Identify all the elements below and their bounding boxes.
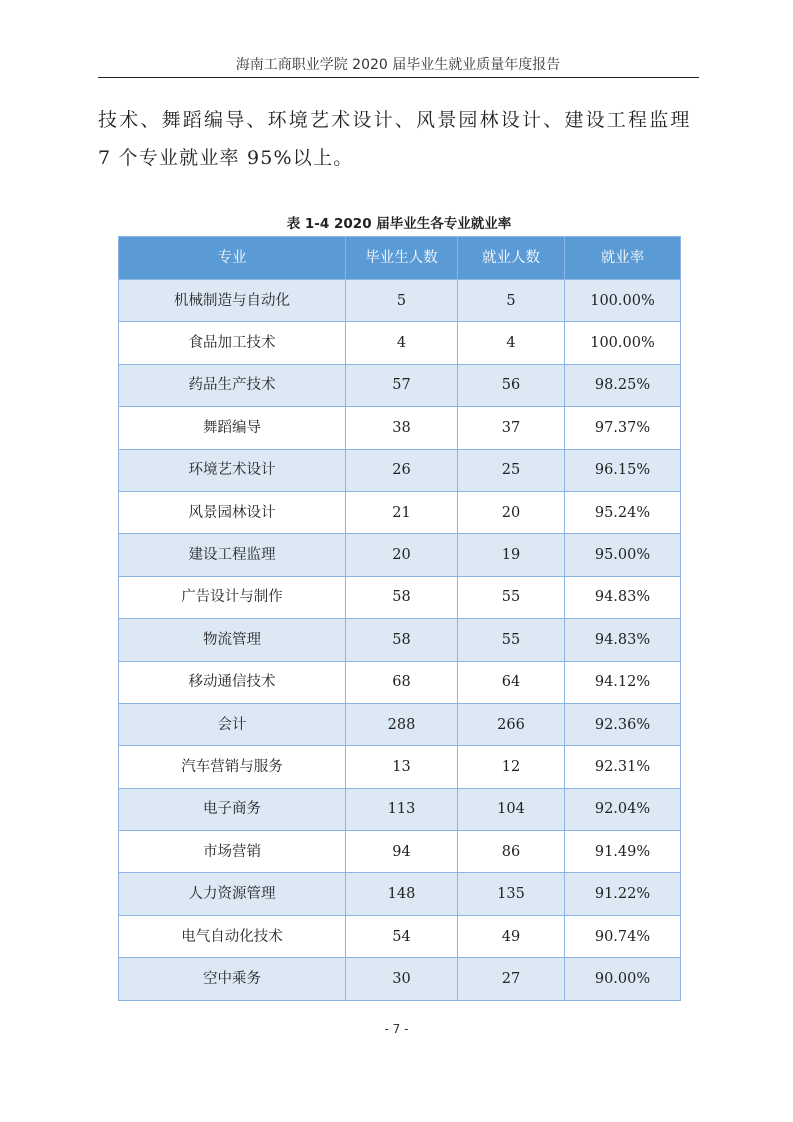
cell-graduates: 26 xyxy=(346,449,458,491)
header-rate: 就业率 xyxy=(565,237,681,280)
cell-major: 物流管理 xyxy=(119,619,346,661)
cell-major: 人力资源管理 xyxy=(119,873,346,915)
cell-employed: 135 xyxy=(458,873,565,915)
header-rule xyxy=(98,77,699,78)
cell-employed: 25 xyxy=(458,449,565,491)
cell-major: 会计 xyxy=(119,703,346,745)
cell-graduates: 21 xyxy=(346,491,458,533)
cell-major: 电气自动化技术 xyxy=(119,915,346,957)
cell-graduates: 13 xyxy=(346,746,458,788)
cell-employed: 20 xyxy=(458,491,565,533)
table-row xyxy=(119,915,681,957)
table-row xyxy=(119,407,681,449)
table-row xyxy=(119,534,681,576)
table-row xyxy=(119,364,681,406)
cell-major: 机械制造与自动化 xyxy=(119,280,346,322)
table-body xyxy=(119,280,681,1001)
cell-graduates: 58 xyxy=(346,619,458,661)
cell-employed: 5 xyxy=(458,280,565,322)
table-row xyxy=(119,746,681,788)
cell-employed: 37 xyxy=(458,407,565,449)
cell-major: 食品加工技术 xyxy=(119,322,346,364)
cell-rate: 92.36% xyxy=(565,703,681,745)
cell-rate: 92.31% xyxy=(565,746,681,788)
header-graduates: 毕业生人数 xyxy=(346,237,458,280)
cell-major: 市场营销 xyxy=(119,831,346,873)
page-number: - 7 - xyxy=(384,1022,409,1036)
cell-rate: 91.22% xyxy=(565,873,681,915)
cell-graduates: 94 xyxy=(346,831,458,873)
table-row xyxy=(119,703,681,745)
cell-employed: 12 xyxy=(458,746,565,788)
cell-rate: 98.25% xyxy=(565,364,681,406)
table-row xyxy=(119,619,681,661)
cell-graduates: 68 xyxy=(346,661,458,703)
cell-graduates: 54 xyxy=(346,915,458,957)
cell-employed: 56 xyxy=(458,364,565,406)
cell-major: 环境艺术设计 xyxy=(119,449,346,491)
cell-employed: 4 xyxy=(458,322,565,364)
cell-employed: 104 xyxy=(458,788,565,830)
header-major: 专业 xyxy=(119,237,346,280)
cell-graduates: 58 xyxy=(346,576,458,618)
table-row xyxy=(119,280,681,322)
cell-employed: 55 xyxy=(458,619,565,661)
cell-rate: 97.37% xyxy=(565,407,681,449)
table-row xyxy=(119,322,681,364)
cell-employed: 55 xyxy=(458,576,565,618)
cell-rate: 95.00% xyxy=(565,534,681,576)
cell-graduates: 38 xyxy=(346,407,458,449)
cell-major: 广告设计与制作 xyxy=(119,576,346,618)
cell-major: 汽车营销与服务 xyxy=(119,746,346,788)
cell-graduates: 148 xyxy=(346,873,458,915)
running-header: 海南工商职业学院 2020 届毕业生就业质量年度报告 xyxy=(235,57,561,73)
cell-rate: 94.83% xyxy=(565,619,681,661)
table-row xyxy=(119,449,681,491)
cell-employed: 27 xyxy=(458,958,565,1000)
cell-major: 电子商务 xyxy=(119,788,346,830)
table-row xyxy=(119,491,681,533)
body-paragraph-line-2: 7 个专业就业率 95%以上。 xyxy=(98,147,354,169)
table-row xyxy=(119,788,681,830)
table-row xyxy=(119,958,681,1000)
table-row xyxy=(119,661,681,703)
cell-employed: 266 xyxy=(458,703,565,745)
cell-graduates: 288 xyxy=(346,703,458,745)
cell-major: 建设工程监理 xyxy=(119,534,346,576)
cell-employed: 19 xyxy=(458,534,565,576)
cell-rate: 95.24% xyxy=(565,491,681,533)
cell-major: 移动通信技术 xyxy=(119,661,346,703)
cell-employed: 86 xyxy=(458,831,565,873)
cell-major: 药品生产技术 xyxy=(119,364,346,406)
cell-rate: 100.00% xyxy=(565,322,681,364)
table-row xyxy=(119,576,681,618)
cell-graduates: 20 xyxy=(346,534,458,576)
cell-graduates: 4 xyxy=(346,322,458,364)
header-employed: 就业人数 xyxy=(458,237,565,280)
table-row xyxy=(119,831,681,873)
cell-rate: 96.15% xyxy=(565,449,681,491)
cell-major: 空中乘务 xyxy=(119,958,346,1000)
body-paragraph-line-1: 技术、舞蹈编导、环境艺术设计、风景园林设计、建设工程监理 xyxy=(98,109,692,131)
cell-rate: 92.04% xyxy=(565,788,681,830)
cell-rate: 94.12% xyxy=(565,661,681,703)
cell-graduates: 113 xyxy=(346,788,458,830)
employment-rate-table xyxy=(118,236,681,1001)
cell-major: 舞蹈编导 xyxy=(119,407,346,449)
cell-major: 风景园林设计 xyxy=(119,491,346,533)
cell-rate: 90.00% xyxy=(565,958,681,1000)
table-header-row xyxy=(119,237,681,280)
cell-graduates: 57 xyxy=(346,364,458,406)
cell-rate: 94.83% xyxy=(565,576,681,618)
cell-rate: 90.74% xyxy=(565,915,681,957)
table-row xyxy=(119,873,681,915)
cell-employed: 49 xyxy=(458,915,565,957)
cell-employed: 64 xyxy=(458,661,565,703)
cell-graduates: 30 xyxy=(346,958,458,1000)
table-caption: 表 1-4 2020 届毕业生各专业就业率 xyxy=(286,216,512,232)
cell-graduates: 5 xyxy=(346,280,458,322)
cell-rate: 91.49% xyxy=(565,831,681,873)
cell-rate: 100.00% xyxy=(565,280,681,322)
